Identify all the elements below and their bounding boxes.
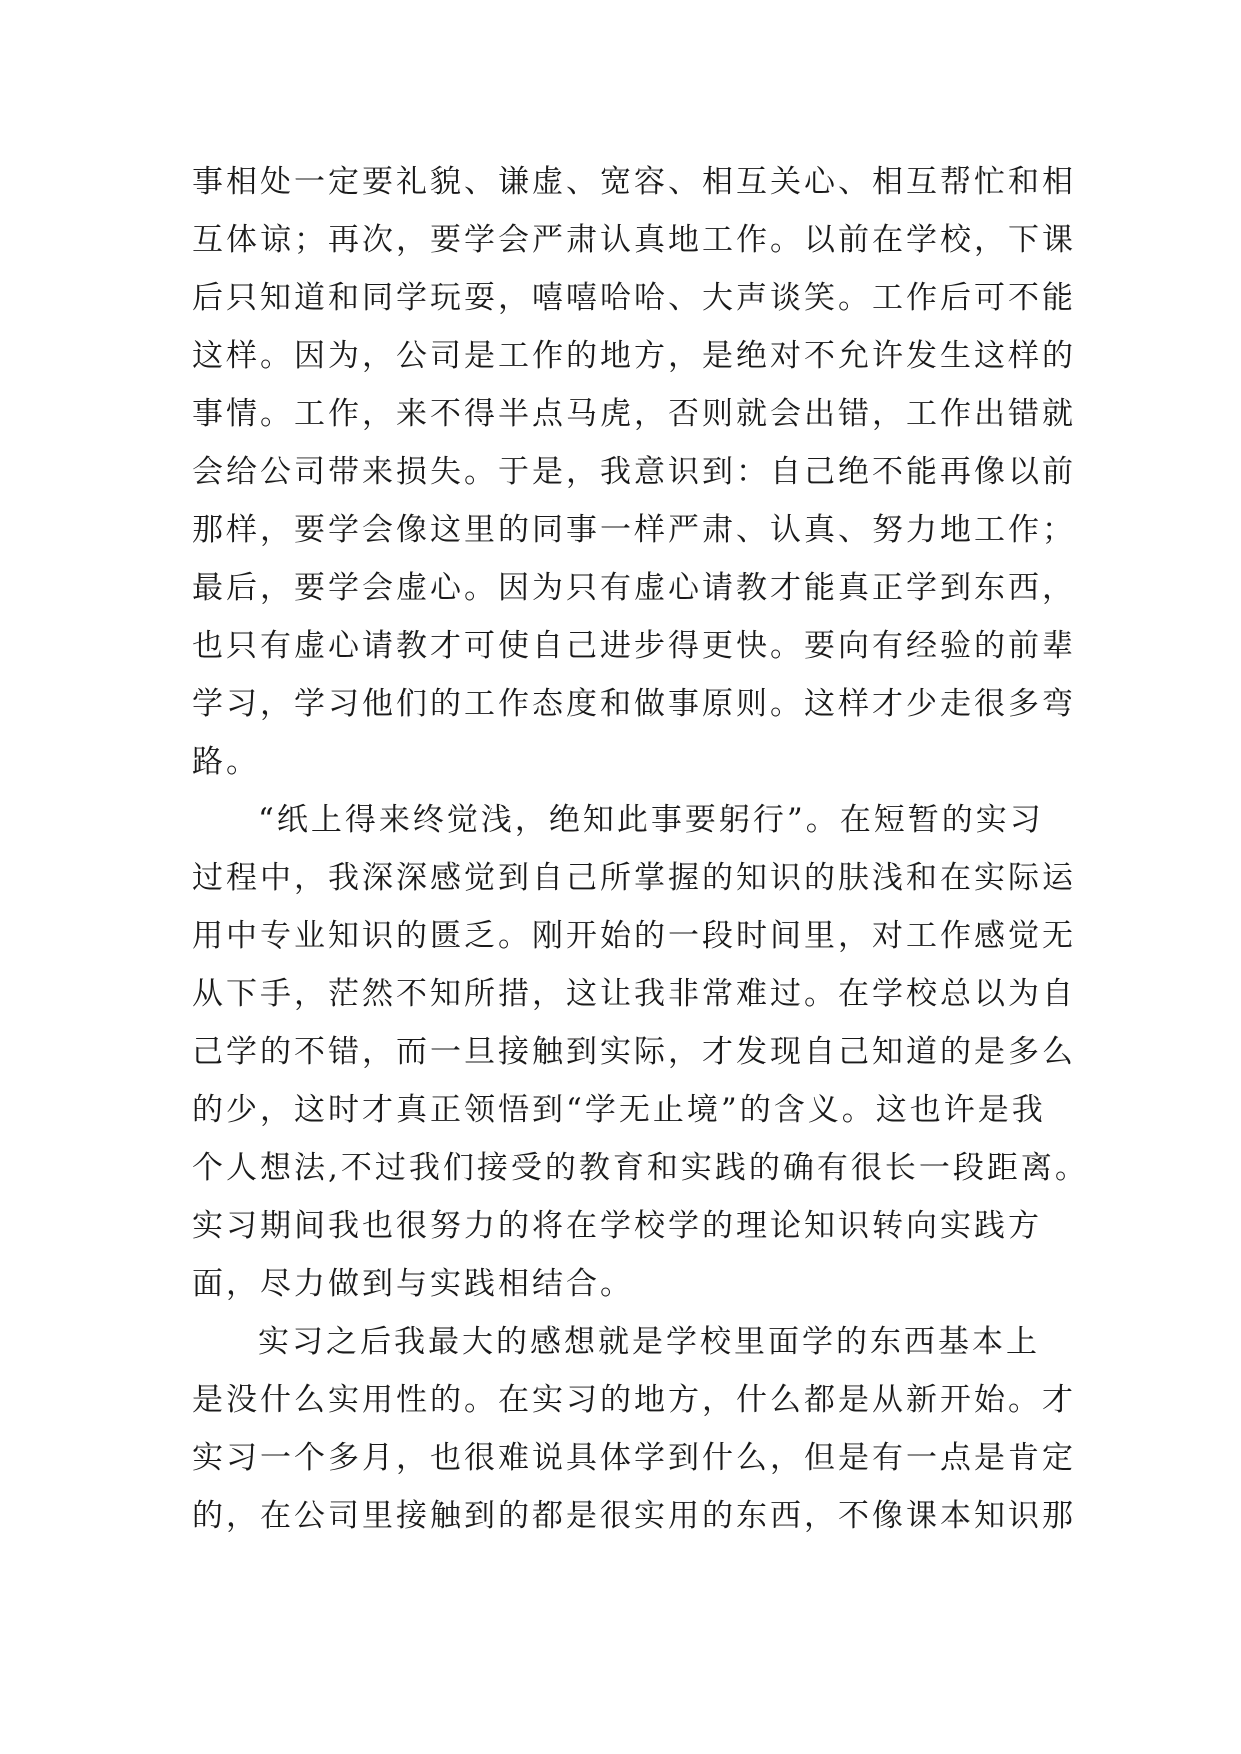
text-line: 会给公司带来损失。于是，我意识到：自己绝不能再像以前 <box>192 454 1076 490</box>
text-line: 己学的不错，而一旦接触到实际，才发现自己知道的是多么 <box>192 1034 1076 1070</box>
text-line: 实习一个多月，也很难说具体学到什么，但是有一点是肯定 <box>192 1440 1076 1476</box>
text-line: 的少，这时才真正领悟到“学无止境”的含义。这也许是我 <box>192 1092 1046 1128</box>
text-line: 也只有虚心请教才可使自己进步得更快。要向有经验的前辈 <box>192 628 1076 664</box>
text-line: 面，尽力做到与实践相结合。 <box>192 1266 634 1302</box>
text-line: 最后，要学会虚心。因为只有虚心请教才能真正学到东西， <box>192 570 1076 606</box>
text-line: 用中专业知识的匮乏。刚开始的一段时间里，对工作感觉无 <box>192 918 1076 954</box>
paragraph-start-line: “纸上得来终觉浅，绝知此事要躬行”。在短暂的实习 <box>258 802 1044 838</box>
text-line: 实习期间我也很努力的将在学校学的理论知识转向实践方 <box>192 1208 1042 1244</box>
text-line: 事相处一定要礼貌、谦虚、宽容、相互关心、相互帮忙和相 <box>192 164 1076 200</box>
text-line: 的，在公司里接触到的都是很实用的东西，不像课本知识那 <box>192 1498 1076 1534</box>
text-line: 这样。因为，公司是工作的地方，是绝对不允许发生这样的 <box>192 338 1076 374</box>
text-line: 是没什么实用性的。在实习的地方，什么都是从新开始。才 <box>192 1382 1076 1418</box>
text-line: 后只知道和同学玩耍，嘻嘻哈哈、大声谈笑。工作后可不能 <box>192 280 1076 316</box>
text-line: 路。 <box>192 744 260 780</box>
text-line: 过程中，我深深感觉到自己所掌握的知识的肤浅和在实际运 <box>192 860 1076 896</box>
text-line: 那样，要学会像这里的同事一样严肃、认真、努力地工作； <box>192 512 1076 548</box>
text-line: 互体谅；再次，要学会严肃认真地工作。以前在学校，下课 <box>192 222 1076 258</box>
text-line: 学习，学习他们的工作态度和做事原则。这样才少走很多弯 <box>192 686 1076 722</box>
text-line: 事情。工作，来不得半点马虎，否则就会出错，工作出错就 <box>192 396 1076 432</box>
text-line: 个人想法,不过我们接受的教育和实践的确有很长一段距离。 <box>192 1150 1089 1186</box>
paragraph-start-line: 实习之后我最大的感想就是学校里面学的东西基本上 <box>258 1324 1040 1360</box>
body-text <box>192 153 1089 1545</box>
text-line: 从下手，茫然不知所措，这让我非常难过。在学校总以为自 <box>192 976 1076 1012</box>
